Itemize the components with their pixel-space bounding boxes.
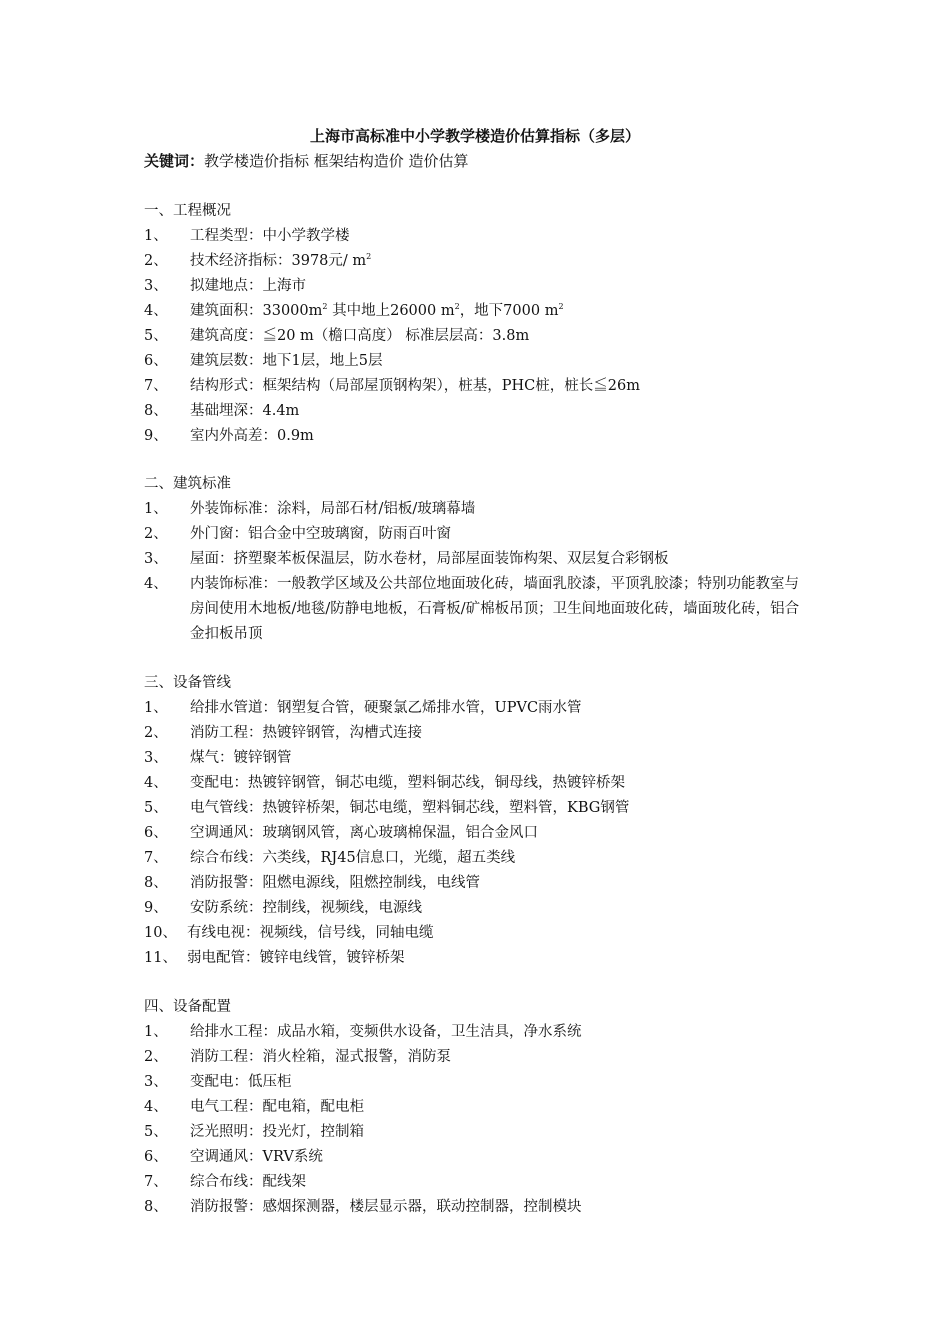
item-text: 消防工程：消火栓箱，湿式报警，消防泵	[190, 1049, 451, 1065]
item-text: 屋面：挤塑聚苯板保温层，防水卷材，局部屋面装饰构架、双层复合彩钢板	[190, 551, 669, 567]
list-item	[144, 696, 844, 721]
item-text: 空调通风：玻璃钢风管，离心玻璃棉保温，铝合金风口	[190, 825, 538, 841]
item-text: 建筑层数：地下1层，地上5层	[190, 353, 383, 369]
item-number: 11、	[144, 950, 177, 966]
list-item	[144, 224, 844, 249]
section-heading: 一、工程概况	[144, 203, 231, 219]
item-number: 8、	[144, 1199, 168, 1215]
item-text: 空调通风：VRV系统	[190, 1149, 323, 1165]
item-number: 2、	[144, 253, 168, 269]
item-number: 9、	[144, 900, 168, 916]
list-item	[144, 1045, 844, 1070]
list-item	[144, 522, 844, 547]
list-item	[144, 1170, 844, 1195]
item-number: 4、	[144, 775, 168, 791]
list-item	[144, 1095, 844, 1120]
list-item	[144, 1120, 844, 1145]
list-item	[144, 497, 844, 522]
item-number: 3、	[144, 278, 168, 294]
item-number: 9、	[144, 428, 168, 444]
item-text: 给排水管道：钢塑复合管，硬聚氯乙烯排水管，UPVC雨水管	[190, 700, 582, 716]
item-number: 3、	[144, 551, 168, 567]
list-item	[144, 796, 844, 821]
item-number: 8、	[144, 875, 168, 891]
item-text: 电气工程：配电箱，配电柜	[190, 1099, 364, 1115]
item-text: 消防报警：感烟探测器，楼层显示器，联动控制器，控制模块	[190, 1199, 582, 1215]
item-number: 1、	[144, 700, 168, 716]
item-number: 4、	[144, 303, 168, 319]
item-number: 4、	[144, 1099, 168, 1115]
list-item	[144, 846, 844, 871]
item-text: 拟建地点：上海市	[190, 278, 306, 294]
item-text: 结构形式：框架结构（局部屋顶钢构架），桩基，PHC桩，桩长≦26m	[190, 378, 640, 394]
item-number: 7、	[144, 378, 168, 394]
item-text: 建筑面积：$33000m^2$ 其中地上26000 $m^2$，地下7000 $m^2$	[190, 302, 564, 319]
item-number: 5、	[144, 1124, 168, 1140]
list-item	[144, 896, 844, 921]
keywords-line	[144, 150, 469, 172]
section-architecture-standards	[144, 472, 844, 647]
list-item	[144, 1145, 844, 1170]
item-text: 技术经济指标：3978元/ $m^2$	[190, 252, 372, 269]
item-number: 3、	[144, 1074, 168, 1090]
section-equipment-pipelines	[144, 671, 844, 971]
item-text: 综合布线：配线架	[190, 1174, 306, 1190]
item-text: 内装饰标准：一般教学区域及公共部位地面玻化砖，墙面乳胶漆，平顶乳胶漆；特别功能教室与房间使用木地板/地毯/防静电地板，石膏板/矿棉板吊顶；卫生间地面玻化砖，墙面玻化砖，铝合金扣板吊顶	[190, 576, 800, 642]
document-title: 上海市高标准中小学教学楼造价估算指标（多层）	[309, 127, 640, 145]
item-text: 消防工程：热镀锌钢管，沟槽式连接	[190, 725, 422, 741]
keywords-label: 关键词：	[144, 152, 205, 170]
list-item	[144, 821, 844, 846]
list-item	[144, 871, 844, 896]
item-text: 泛光照明：投光灯，控制箱	[190, 1124, 364, 1140]
list-item	[144, 324, 844, 349]
list-item	[144, 349, 844, 374]
list-item	[144, 771, 844, 796]
item-number: 1、	[144, 501, 168, 517]
item-text: 外装饰标准：涂料，局部石材/铝板/玻璃幕墙	[190, 501, 476, 517]
item-text: 电气管线：热镀锌桥架，铜芯电缆，塑料铜芯线，塑料管，KBG钢管	[190, 800, 630, 816]
item-text: 给排水工程：成品水箱，变频供水设备，卫生洁具，净水系统	[190, 1024, 582, 1040]
list-item	[144, 274, 844, 299]
section-equipment-configuration	[144, 995, 844, 1220]
list-item	[144, 249, 844, 274]
item-number: 7、	[144, 850, 168, 866]
list-item	[144, 374, 844, 399]
item-number: 4、	[144, 576, 168, 592]
section-heading: 四、设备配置	[144, 999, 231, 1015]
item-text: 建筑高度：≦20 m（檐口高度） 标准层层高：3.8m	[190, 328, 530, 344]
keywords-text: 教学楼造价指标 框架结构造价 造价估算	[204, 152, 469, 170]
list-item	[144, 1195, 844, 1220]
item-number: 8、	[144, 403, 168, 419]
item-text: 煤气：镀锌钢管	[190, 750, 292, 766]
item-number: 6、	[144, 1149, 168, 1165]
list-item	[144, 1020, 844, 1045]
item-number: 5、	[144, 328, 168, 344]
item-text: 变配电：热镀锌钢管，铜芯电缆，塑料铜芯线，铜母线，热镀锌桥架	[190, 775, 625, 791]
list-item	[144, 424, 844, 449]
section-heading: 二、建筑标准	[144, 476, 231, 492]
list-item	[144, 746, 844, 771]
item-number: 5、	[144, 800, 168, 816]
item-text: 基础埋深：4.4m	[190, 403, 300, 419]
item-number: 6、	[144, 825, 168, 841]
list-item	[144, 299, 844, 324]
item-text: 综合布线：六类线，RJ45信息口，光缆，超五类线	[190, 850, 516, 866]
item-text: 变配电：低压柜	[190, 1074, 292, 1090]
item-text: 有线电视：视频线，信号线，同轴电缆	[187, 925, 434, 941]
item-number: 2、	[144, 725, 168, 741]
item-number: 2、	[144, 1049, 168, 1065]
list-item	[144, 572, 844, 647]
list-item	[144, 399, 844, 424]
item-text: 室内外高差：0.9m	[190, 428, 314, 444]
section-heading: 三、设备管线	[144, 675, 231, 691]
item-text: 工程类型：中小学教学楼	[190, 228, 350, 244]
item-number: 6、	[144, 353, 168, 369]
list-item	[144, 1070, 844, 1095]
item-text: 外门窗：铝合金中空玻璃窗，防雨百叶窗	[190, 526, 451, 542]
item-number: 1、	[144, 1024, 168, 1040]
list-item	[144, 721, 844, 746]
section-project-overview	[144, 199, 844, 449]
item-text: 消防报警：阻燃电源线，阻燃控制线，电线管	[190, 875, 480, 891]
item-number: 2、	[144, 526, 168, 542]
list-item	[144, 946, 844, 971]
item-number: 1、	[144, 228, 168, 244]
item-number: 10、	[144, 925, 177, 941]
list-item	[144, 921, 844, 946]
list-item	[144, 547, 844, 572]
item-text: 弱电配管：镀锌电线管，镀锌桥架	[187, 950, 405, 966]
item-number: 3、	[144, 750, 168, 766]
item-number: 7、	[144, 1174, 168, 1190]
item-text: 安防系统：控制线，视频线，电源线	[190, 900, 422, 916]
